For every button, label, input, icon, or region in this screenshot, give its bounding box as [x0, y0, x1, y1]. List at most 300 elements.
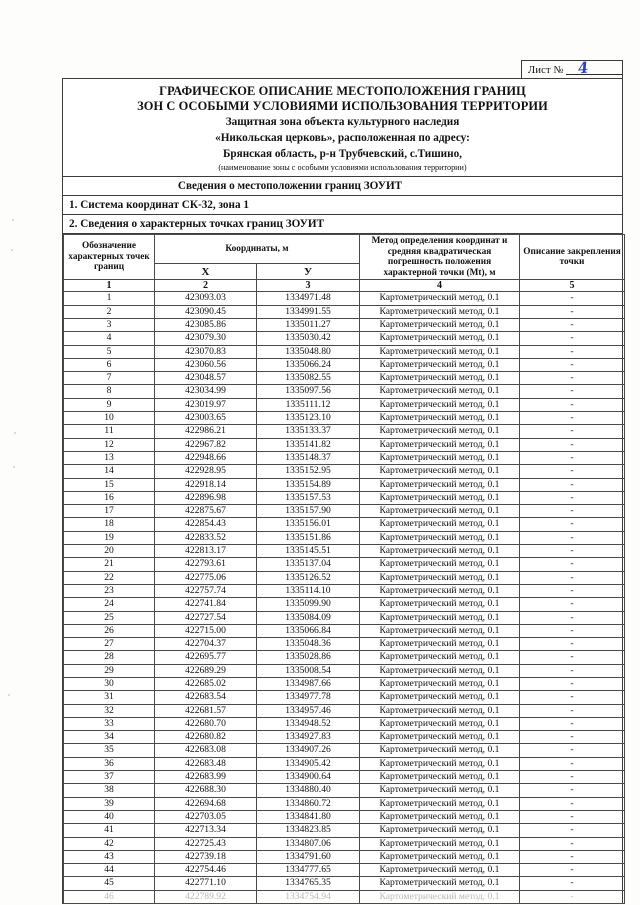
cell-coordinate-x: 422680.82 — [155, 731, 257, 744]
cell-coordinate-x: 422694.68 — [155, 797, 257, 810]
cell-coordinate-x: 423003.65 — [155, 412, 257, 425]
cell-point-number: 8 — [64, 385, 155, 398]
cell-coordinate-y: 1335028.86 — [257, 651, 360, 664]
cell-coordinate-y: 1335156.01 — [257, 518, 360, 531]
table-row — [64, 358, 625, 371]
table-row — [64, 372, 625, 385]
cell-coordinate-x: 422771.10 — [155, 877, 257, 890]
cell-method: Картометрический метод, 0.1 — [360, 531, 520, 544]
cell-coordinate-y: 1335111.12 — [257, 398, 360, 411]
cell-coordinate-x: 423070.83 — [155, 345, 257, 358]
cell-method: Картометрический метод, 0.1 — [360, 611, 520, 624]
cell-coordinate-y: 1334905.42 — [257, 757, 360, 770]
cell-coordinate-x: 422813.17 — [155, 545, 257, 558]
table-row — [64, 664, 625, 677]
cell-anchor-description: - — [520, 305, 625, 318]
cell-anchor-description: - — [520, 731, 625, 744]
cell-coordinate-x: 422681.57 — [155, 704, 257, 717]
cell-point-number: 39 — [64, 797, 155, 810]
cell-coordinate-x: 423060.56 — [155, 358, 257, 371]
cell-method: Картометрический метод, 0.1 — [360, 744, 520, 757]
cell-point-number: 24 — [64, 598, 155, 611]
cell-coordinate-y: 1334907.26 — [257, 744, 360, 757]
cell-coordinate-y: 1335011.27 — [257, 318, 360, 331]
table-row — [64, 651, 625, 664]
cell-coordinate-x: 422703.05 — [155, 810, 257, 823]
cell-anchor-description: - — [520, 864, 625, 877]
table-row — [64, 704, 625, 717]
table-row — [64, 425, 625, 438]
cell-point-number: 11 — [64, 425, 155, 438]
cell-coordinate-y: 1334927.83 — [257, 731, 360, 744]
th-point-designation: Обозначение характерных точек границ — [64, 235, 155, 280]
section-info-header: Сведения о местоположении границ ЗОУИТ — [63, 177, 622, 196]
cell-point-number: 30 — [64, 677, 155, 690]
cell-coordinate-x: 422833.52 — [155, 531, 257, 544]
table-row — [64, 545, 625, 558]
cell-coordinate-x: 422775.06 — [155, 571, 257, 584]
cell-coordinate-x: 423079.30 — [155, 332, 257, 345]
cell-method: Картометрический метод, 0.1 — [360, 598, 520, 611]
document-subtitle-line1: Защитная зона объекта культурного наследия — [225, 116, 460, 128]
cell-method: Картометрический метод, 0.1 — [360, 850, 520, 863]
cell-point-number: 22 — [64, 571, 155, 584]
cell-coordinate-x: 422683.08 — [155, 744, 257, 757]
cell-point-number: 1 — [64, 292, 155, 305]
cell-point-number: 14 — [64, 465, 155, 478]
section-item-characteristic-points: 2. Сведения о характерных точках границ ЗОУИТ — [63, 215, 622, 234]
cell-point-number: 6 — [64, 358, 155, 371]
th-method-and-error: Метод определения координат и средняя квадратическая погрешность положения характерной точки (Мt), м — [360, 235, 520, 280]
cell-anchor-description: - — [520, 332, 625, 345]
cell-anchor-description: - — [520, 704, 625, 717]
cell-point-number: 40 — [64, 810, 155, 823]
colnum-1: 1 — [64, 280, 155, 292]
cell-anchor-description: - — [520, 691, 625, 704]
cell-point-number: 23 — [64, 584, 155, 597]
cell-coordinate-x: 422875.67 — [155, 505, 257, 518]
cell-point-number: 25 — [64, 611, 155, 624]
cell-point-number: 12 — [64, 438, 155, 451]
colnum-5: 5 — [520, 280, 625, 292]
title-block — [63, 79, 622, 177]
cell-anchor-description: - — [520, 438, 625, 451]
cell-method: Картометрический метод, 0.1 — [360, 305, 520, 318]
cell-coordinate-y: 1335066.84 — [257, 624, 360, 637]
table-row — [64, 624, 625, 637]
cell-method: Картометрический метод, 0.1 — [360, 478, 520, 491]
cell-method: Картометрический метод, 0.1 — [360, 771, 520, 784]
cell-coordinate-x: 422704.37 — [155, 638, 257, 651]
cell-point-number: 44 — [64, 864, 155, 877]
sheet-number-value: 4 — [576, 58, 590, 77]
cell-anchor-description: - — [520, 518, 625, 531]
table-row — [64, 318, 625, 331]
cell-point-number: 43 — [64, 850, 155, 863]
table-row — [64, 877, 625, 890]
cell-point-number: 37 — [64, 771, 155, 784]
cell-coordinate-x: 422754.46 — [155, 864, 257, 877]
cell-point-number: 10 — [64, 412, 155, 425]
cell-point-number: 42 — [64, 837, 155, 850]
table-row — [64, 691, 625, 704]
cell-method: Картометрический метод, 0.1 — [360, 505, 520, 518]
table-row — [64, 784, 625, 797]
cell-coordinate-x: 423085.86 — [155, 318, 257, 331]
cell-anchor-description: - — [520, 385, 625, 398]
cell-method: Картометрический метод, 0.1 — [360, 877, 520, 890]
cell-anchor-description: - — [520, 797, 625, 810]
cell-point-number: 28 — [64, 651, 155, 664]
cell-method: Картометрический метод, 0.1 — [360, 837, 520, 850]
cell-method: Картометрический метод, 0.1 — [360, 345, 520, 358]
table-body — [64, 292, 625, 904]
table-row — [64, 837, 625, 850]
cell-point-number: 38 — [64, 784, 155, 797]
cell-point-number: 26 — [64, 624, 155, 637]
cell-point-number: 41 — [64, 824, 155, 837]
cell-point-number: 33 — [64, 717, 155, 730]
cell-point-number: 19 — [64, 531, 155, 544]
cell-coordinate-x: 422689.29 — [155, 664, 257, 677]
table-row — [64, 558, 625, 571]
cell-anchor-description: - — [520, 558, 625, 571]
cell-coordinate-x: 422739.18 — [155, 850, 257, 863]
table-row — [64, 491, 625, 504]
cell-method: Картометрический метод, 0.1 — [360, 677, 520, 690]
cell-method: Картометрический метод, 0.1 — [360, 465, 520, 478]
cell-anchor-description: - — [520, 358, 625, 371]
characteristic-points-table — [63, 234, 625, 904]
table-row — [64, 677, 625, 690]
cell-anchor-description: - — [520, 345, 625, 358]
cell-point-number: 27 — [64, 638, 155, 651]
th-coordinate-x: Х — [155, 264, 257, 280]
cell-method: Картометрический метод, 0.1 — [360, 318, 520, 331]
cell-coordinate-x: 422683.99 — [155, 771, 257, 784]
document-frame — [62, 78, 623, 904]
cell-method: Картометрический метод, 0.1 — [360, 704, 520, 717]
cell-coordinate-y: 1334823.85 — [257, 824, 360, 837]
cell-coordinate-y: 1335123.10 — [257, 412, 360, 425]
cell-anchor-description: - — [520, 877, 625, 890]
table-row — [64, 412, 625, 425]
cell-point-number: 34 — [64, 731, 155, 744]
cell-coordinate-y: 1334971.48 — [257, 292, 360, 305]
table-row — [64, 638, 625, 651]
cell-anchor-description: - — [520, 757, 625, 770]
table-row — [64, 771, 625, 784]
cell-coordinate-y: 1335154.89 — [257, 478, 360, 491]
cell-coordinate-x: 423093.03 — [155, 292, 257, 305]
section-item-coordinate-system: 1. Система координат СК-32, зона 1 — [63, 196, 622, 215]
cell-anchor-description: - — [520, 505, 625, 518]
cell-anchor-description: - — [520, 890, 625, 903]
cell-point-number: 5 — [64, 345, 155, 358]
table-row — [64, 850, 625, 863]
cell-coordinate-x: 422725.43 — [155, 837, 257, 850]
cell-coordinate-x: 423090.45 — [155, 305, 257, 318]
cell-method: Картометрический метод, 0.1 — [360, 398, 520, 411]
cell-coordinate-x: 422741.84 — [155, 598, 257, 611]
table-row — [64, 345, 625, 358]
cell-point-number: 46 — [64, 890, 155, 903]
cell-coordinate-x: 422928.95 — [155, 465, 257, 478]
cell-coordinate-y: 1334841.80 — [257, 810, 360, 823]
cell-anchor-description: - — [520, 372, 625, 385]
cell-method: Картометрический метод, 0.1 — [360, 358, 520, 371]
scan-speck — [13, 466, 15, 468]
cell-anchor-description: - — [520, 677, 625, 690]
table-row — [64, 824, 625, 837]
cell-method: Картометрический метод, 0.1 — [360, 438, 520, 451]
document-title-line2: ЗОН С ОСОБЫМИ УСЛОВИЯМИ ИСПОЛЬЗОВАНИЯ ТЕРРИТОРИИ — [137, 98, 548, 113]
cell-coordinate-x: 422715.00 — [155, 624, 257, 637]
cell-anchor-description: - — [520, 465, 625, 478]
cell-anchor-description: - — [520, 292, 625, 305]
cell-anchor-description: - — [520, 717, 625, 730]
cell-coordinate-x: 422967.82 — [155, 438, 257, 451]
cell-coordinate-x: 422695.77 — [155, 651, 257, 664]
cell-coordinate-x: 422685.02 — [155, 677, 257, 690]
cell-coordinate-y: 1335048.80 — [257, 345, 360, 358]
cell-method: Картометрический метод, 0.1 — [360, 691, 520, 704]
table-row — [64, 505, 625, 518]
cell-coordinate-y: 1334977.78 — [257, 691, 360, 704]
th-coordinate-y: У — [257, 264, 360, 280]
table-row — [64, 757, 625, 770]
cell-point-number: 13 — [64, 451, 155, 464]
table-row — [64, 797, 625, 810]
cell-method: Картометрический метод, 0.1 — [360, 810, 520, 823]
table-row — [64, 864, 625, 877]
cell-coordinate-x: 422680.70 — [155, 717, 257, 730]
table-row — [64, 332, 625, 345]
cell-anchor-description: - — [520, 638, 625, 651]
cell-point-number: 29 — [64, 664, 155, 677]
table-row — [64, 571, 625, 584]
table-row — [64, 465, 625, 478]
table-row — [64, 478, 625, 491]
cell-point-number: 21 — [64, 558, 155, 571]
cell-anchor-description: - — [520, 398, 625, 411]
cell-point-number: 7 — [64, 372, 155, 385]
cell-method: Картометрический метод, 0.1 — [360, 545, 520, 558]
table-row — [64, 292, 625, 305]
cell-method: Картометрический метод, 0.1 — [360, 425, 520, 438]
cell-method: Картометрический метод, 0.1 — [360, 757, 520, 770]
cell-coordinate-y: 1334948.52 — [257, 717, 360, 730]
cell-coordinate-y: 1334765.35 — [257, 877, 360, 890]
scan-speck — [14, 432, 16, 434]
cell-point-number: 3 — [64, 318, 155, 331]
cell-anchor-description: - — [520, 624, 625, 637]
cell-coordinate-y: 1335157.53 — [257, 491, 360, 504]
table-row — [64, 810, 625, 823]
cell-coordinate-x: 422948.66 — [155, 451, 257, 464]
cell-coordinate-y: 1335008.54 — [257, 664, 360, 677]
cell-anchor-description: - — [520, 598, 625, 611]
table-row — [64, 305, 625, 318]
cell-anchor-description: - — [520, 478, 625, 491]
cell-anchor-description: - — [520, 425, 625, 438]
cell-anchor-description: - — [520, 651, 625, 664]
cell-coordinate-y: 1335137.04 — [257, 558, 360, 571]
cell-method: Картометрический метод, 0.1 — [360, 292, 520, 305]
sheet-number-rule — [566, 58, 622, 77]
cell-coordinate-y: 1334860.72 — [257, 797, 360, 810]
cell-point-number: 35 — [64, 744, 155, 757]
table-row — [64, 744, 625, 757]
table-head — [64, 235, 625, 292]
cell-coordinate-y: 1335048.36 — [257, 638, 360, 651]
cell-method: Картометрический метод, 0.1 — [360, 584, 520, 597]
cell-point-number: 9 — [64, 398, 155, 411]
cell-anchor-description: - — [520, 545, 625, 558]
sheet-number-label: Лист № — [528, 64, 564, 76]
table-row — [64, 451, 625, 464]
table-row — [64, 890, 625, 903]
colnum-2: 2 — [155, 280, 257, 292]
cell-coordinate-x: 422854.43 — [155, 518, 257, 531]
cell-method: Картометрический метод, 0.1 — [360, 731, 520, 744]
cell-coordinate-x: 422713.34 — [155, 824, 257, 837]
cell-anchor-description: - — [520, 584, 625, 597]
cell-anchor-description: - — [520, 810, 625, 823]
cell-point-number: 18 — [64, 518, 155, 531]
cell-method: Картометрический метод, 0.1 — [360, 451, 520, 464]
cell-coordinate-y: 1334791.60 — [257, 850, 360, 863]
cell-anchor-description: - — [520, 837, 625, 850]
cell-coordinate-y: 1335084.09 — [257, 611, 360, 624]
cell-coordinate-y: 1334987.66 — [257, 677, 360, 690]
scan-speck — [8, 694, 10, 696]
cell-method: Картометрический метод, 0.1 — [360, 412, 520, 425]
cell-coordinate-y: 1335082.55 — [257, 372, 360, 385]
cell-method: Картометрический метод, 0.1 — [360, 372, 520, 385]
cell-coordinate-x: 422896.98 — [155, 491, 257, 504]
cell-method: Картометрический метод, 0.1 — [360, 571, 520, 584]
cell-coordinate-x: 422793.61 — [155, 558, 257, 571]
cell-method: Картометрический метод, 0.1 — [360, 717, 520, 730]
cell-coordinate-x: 422789.92 — [155, 890, 257, 903]
cell-coordinate-y: 1335151.86 — [257, 531, 360, 544]
table-row — [64, 584, 625, 597]
cell-coordinate-y: 1335066.24 — [257, 358, 360, 371]
cell-method: Картометрический метод, 0.1 — [360, 518, 520, 531]
cell-anchor-description: - — [520, 850, 625, 863]
cell-coordinate-y: 1334777.65 — [257, 864, 360, 877]
th-coordinates-group: Координаты, м — [155, 235, 360, 264]
table-row — [64, 398, 625, 411]
colnum-4: 4 — [360, 280, 520, 292]
cell-method: Картометрический метод, 0.1 — [360, 558, 520, 571]
cell-anchor-description: - — [520, 744, 625, 757]
table-row — [64, 518, 625, 531]
cell-coordinate-y: 1334991.55 — [257, 305, 360, 318]
cell-point-number: 15 — [64, 478, 155, 491]
cell-point-number: 32 — [64, 704, 155, 717]
cell-coordinate-y: 1335097.56 — [257, 385, 360, 398]
cell-coordinate-y: 1335141.82 — [257, 438, 360, 451]
table-row — [64, 731, 625, 744]
cell-coordinate-x: 422683.48 — [155, 757, 257, 770]
cell-anchor-description: - — [520, 571, 625, 584]
cell-point-number: 20 — [64, 545, 155, 558]
cell-coordinate-x: 423048.57 — [155, 372, 257, 385]
cell-method: Картометрический метод, 0.1 — [360, 332, 520, 345]
cell-coordinate-y: 1335148.37 — [257, 451, 360, 464]
cell-method: Картометрический метод, 0.1 — [360, 385, 520, 398]
cell-coordinate-y: 1335126.52 — [257, 571, 360, 584]
cell-method: Картометрический метод, 0.1 — [360, 890, 520, 903]
colnum-3: 3 — [257, 280, 360, 292]
th-anchor-description: Описание закрепления точки — [520, 235, 625, 280]
table-header-row — [64, 235, 625, 264]
table-row — [64, 598, 625, 611]
cell-coordinate-y: 1334880.40 — [257, 784, 360, 797]
cell-coordinate-x: 422688.30 — [155, 784, 257, 797]
table-column-number-row — [64, 280, 625, 292]
cell-coordinate-y: 1334754.94 — [257, 890, 360, 903]
cell-coordinate-y: 1335133.37 — [257, 425, 360, 438]
table-row — [64, 531, 625, 544]
cell-coordinate-x: 422683.54 — [155, 691, 257, 704]
cell-anchor-description: - — [520, 611, 625, 624]
cell-method: Картометрический метод, 0.1 — [360, 638, 520, 651]
cell-coordinate-x: 422986.21 — [155, 425, 257, 438]
table-row — [64, 717, 625, 730]
cell-anchor-description: - — [520, 412, 625, 425]
cell-anchor-description: - — [520, 451, 625, 464]
cell-point-number: 31 — [64, 691, 155, 704]
cell-point-number: 17 — [64, 505, 155, 518]
cell-coordinate-x: 422727.54 — [155, 611, 257, 624]
cell-point-number: 45 — [64, 877, 155, 890]
table-row — [64, 438, 625, 451]
cell-coordinate-x: 422918.14 — [155, 478, 257, 491]
cell-coordinate-y: 1335114.10 — [257, 584, 360, 597]
cell-anchor-description: - — [520, 318, 625, 331]
cell-method: Картометрический метод, 0.1 — [360, 824, 520, 837]
cell-coordinate-y: 1334900.64 — [257, 771, 360, 784]
cell-coordinate-x: 422757.74 — [155, 584, 257, 597]
table-row — [64, 385, 625, 398]
cell-point-number: 4 — [64, 332, 155, 345]
cell-coordinate-y: 1335030.42 — [257, 332, 360, 345]
cell-coordinate-x: 423034.99 — [155, 385, 257, 398]
sheet-number-box — [521, 60, 623, 80]
document-subtitle-address: Брянская область, р-н Трубчевский, с.Тишино, — [223, 148, 462, 160]
cell-anchor-description: - — [520, 491, 625, 504]
document-subtitle-line2: «Никольская церковь», расположенная по адресу: — [215, 132, 470, 144]
cell-method: Картометрический метод, 0.1 — [360, 651, 520, 664]
cell-coordinate-y: 1335145.51 — [257, 545, 360, 558]
cell-anchor-description: - — [520, 784, 625, 797]
cell-method: Картометрический метод, 0.1 — [360, 864, 520, 877]
cell-method: Картометрический метод, 0.1 — [360, 491, 520, 504]
cell-method: Картометрический метод, 0.1 — [360, 664, 520, 677]
cell-anchor-description: - — [520, 824, 625, 837]
cell-method: Картометрический метод, 0.1 — [360, 797, 520, 810]
cell-anchor-description: - — [520, 531, 625, 544]
table-row — [64, 611, 625, 624]
cell-coordinate-y: 1335152.95 — [257, 465, 360, 478]
cell-point-number: 36 — [64, 757, 155, 770]
document-subtitle-note: (наименование зоны с особыми условиями использования территории) — [218, 163, 467, 172]
document-title-line1: ГРАФИЧЕСКОЕ ОПИСАНИЕ МЕСТОПОЛОЖЕНИЯ ГРАНИЦ — [159, 84, 526, 98]
cell-coordinate-y: 1334957.46 — [257, 704, 360, 717]
